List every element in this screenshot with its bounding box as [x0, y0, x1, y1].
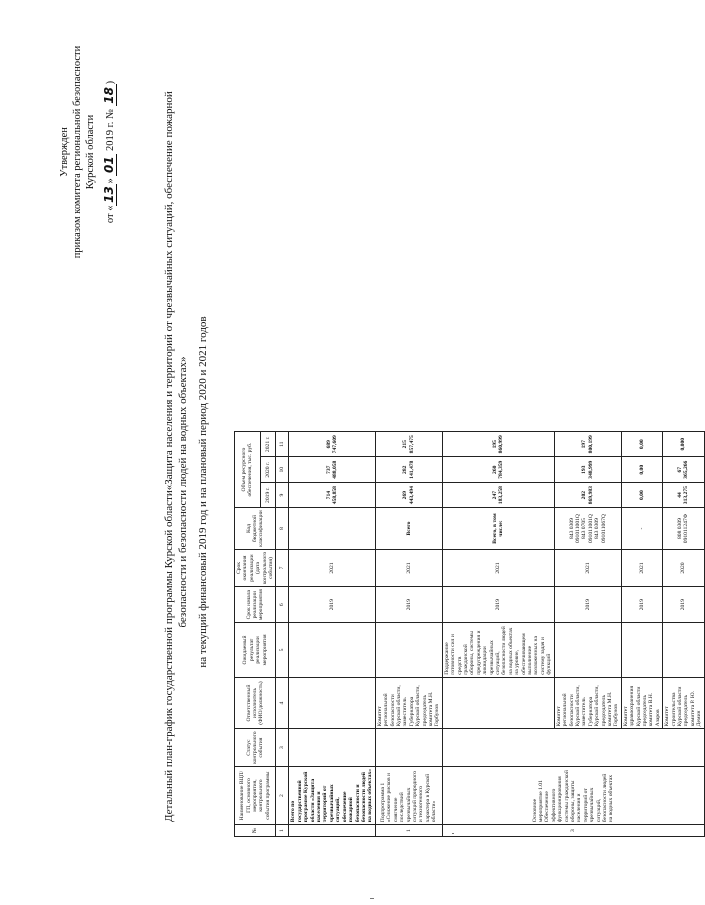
cell-result [663, 623, 704, 678]
cell-start: 2019 [442, 587, 554, 623]
date-quote: » [105, 178, 116, 184]
title-line-1: Детальный план-график государственной программы Курской области«Защита населения и территорий от чрезвычайных ситуаций, обеспечение пожарной [163, 91, 175, 822]
approval-line-2: приказом комитета региональной безопасности [72, 45, 83, 259]
cell-kbk: - [621, 508, 662, 550]
header-num: № [235, 825, 276, 837]
approval-date [103, 42, 117, 262]
cell-2019: 44 313,275 [663, 483, 704, 508]
cell-end: 2021 [289, 549, 375, 586]
cell-name: Подпрограмма 1 «Снижение рисков и смягчение последствий чрезвычайных ситуаций природного и техногенного характера в Курской области» [375, 766, 442, 824]
index-cell: 2 [276, 766, 289, 824]
cell-kbk: 808 0309 091011247Ф [663, 508, 704, 550]
table-row [375, 432, 442, 837]
header-kbk: Код бюджетной классификации [235, 508, 276, 550]
cell-start: 2019 [554, 587, 621, 623]
cell-executor: Комитет региональной безопасности Курской области, заместитель Губернатора Курской области, председатель комитета М.Н. Горбунов [554, 677, 621, 729]
cell-2019: 269 443,494 [375, 483, 442, 508]
scan-speck [452, 833, 454, 834]
cell-kbk [289, 508, 375, 550]
cell-end: 2021 [621, 549, 662, 586]
document-title [162, 91, 210, 822]
cell-result [554, 623, 621, 678]
plan-table [234, 431, 705, 837]
cell-num [289, 825, 375, 837]
index-cell: 8 [276, 508, 289, 550]
cell-end: 2021 [375, 549, 442, 586]
cell-result [289, 623, 375, 678]
cell-2021: 0,000 [663, 432, 704, 457]
cell-kbk: Всего [375, 508, 442, 550]
approval-day: 13 [103, 184, 117, 206]
cell-end: 2020 [663, 549, 704, 586]
index-cell: 1 [276, 825, 289, 837]
cell-start: 2019 [375, 587, 442, 623]
header-2019: 2019 г. [260, 483, 275, 508]
cell-2021: 689 747,609 [289, 432, 375, 457]
approval-year: 2019 г. № [105, 109, 116, 152]
cell-2019: 0,00 [621, 483, 662, 508]
table-row [442, 432, 554, 837]
cell-executor: Комитет строительства Курской области председатель комитета Р. Ю. Демин [663, 677, 704, 729]
cell-num [442, 825, 704, 837]
cell-status [375, 729, 442, 767]
header-2020: 2020 г. [260, 457, 275, 483]
cell-start: 2019 [663, 587, 704, 623]
approval-month: 01 [103, 154, 117, 176]
index-cell: 6 [276, 587, 289, 623]
date-prefix: от « [105, 205, 116, 224]
header-end: Срок окончания реализации (дата контрольного события) [235, 549, 276, 586]
title-line-2: безопасности и безопасности людей на водных объектах» [177, 356, 189, 628]
header-2021: 2021 г. [260, 432, 275, 457]
header-result: Ожидаемый результат реализации мероприятия [235, 623, 276, 678]
index-cell: 10 [276, 457, 289, 483]
cell-executor: Комитет здравоохранения Курской области председатель комитета В.Н. Азаров [621, 677, 662, 729]
cell-executor: Комитет региональной безопасности Курской области, заместитель Губернатора Курской области, председатель комитета М.Н. Горбунов [375, 677, 442, 729]
index-cell: 9 [276, 483, 289, 508]
cell-result [621, 623, 662, 678]
cell-2019: 714 458,858 [289, 483, 375, 508]
cell-2020: 282 141,478 [375, 457, 442, 483]
header-executor: Ответственный исполнитель (ФИО/должность) [235, 677, 276, 729]
cell-kbk: 843 0309 091011001Q 843 0705 091011001Q 843 0309 091011067Q [554, 508, 621, 550]
approval-line-1: Утвержден [59, 127, 70, 177]
cell-executor [289, 677, 375, 729]
approval-number: 18 [103, 84, 117, 106]
cell-2019: 247 183,258 [442, 483, 554, 508]
cell-num: 1 [375, 825, 442, 837]
cell-2020: 737 488,058 [289, 457, 375, 483]
cell-result [375, 623, 442, 678]
cell-start: 2019 [289, 587, 375, 623]
approval-line-3: Курской области [85, 114, 96, 190]
cell-name: Всего по государственной программе Курской области «Защита населения и территорий от чрезвычайных ситуаций, обеспечение пожарной безопасности и безопасности людей на водных объектах» [289, 766, 375, 824]
cell-2021: 195 860,999 [442, 432, 554, 457]
header-row [235, 432, 261, 837]
index-cell: 5 [276, 623, 289, 678]
cell-result: Поддержание готовности сил и средств гражданской обороны, системы предупреждения и ликвидации чрезвычайных ситуаций, безопасности людей на водных объектах на уровне, обеспечивающем выполнение возложенных на систему задач и функций [442, 623, 554, 678]
title-line-3: на текущий финансовый 2019 год и на плановый период 2020 и 2021 годов [197, 316, 209, 668]
cell-start: 2019 [621, 587, 662, 623]
table-row [289, 432, 375, 837]
approval-stamp [58, 42, 117, 262]
cell-2020: 193 348,999 [554, 457, 621, 483]
cell-2020: 67 365,266 [663, 457, 704, 483]
cell-executor [442, 677, 554, 729]
cell-2020: 260 784,359 [442, 457, 554, 483]
cell-kbk: Всего, в том числе: [442, 508, 554, 550]
index-cell: 7 [276, 549, 289, 586]
cell-2021: 215 857,475 [375, 432, 442, 457]
cell-2020: 0,00 [621, 457, 662, 483]
index-cell: 4 [276, 677, 289, 729]
header-status: Статус контрольного события [235, 729, 276, 767]
cell-2021: 0,00 [621, 432, 662, 457]
cell-end: 2021 [554, 549, 621, 586]
index-row [276, 432, 289, 837]
cell-status [289, 729, 375, 767]
date-end: ) [105, 80, 116, 85]
header-name: Наименование ВЦП/ГП, основного мероприятия, контрольного события программы [235, 766, 276, 824]
header-start: Срок начала реализации мероприятия [235, 587, 276, 623]
header-volume: Объем ресурсного обеспечения, тыс. руб. [235, 432, 261, 508]
scan-speck [370, 898, 374, 899]
cell-2019: 202 869,983 [554, 483, 621, 508]
cell-end: 2021 [442, 549, 554, 586]
cell-status [442, 729, 704, 767]
cell-2021: 197 800,199 [554, 432, 621, 457]
index-cell: 11 [276, 432, 289, 457]
index-cell: 3 [276, 729, 289, 767]
cell-name: Основное мероприятие 1.01 Обеспечение эффективного функционирования системы гражданской обороны, защиты населения и территорий от чрезвычайных ситуаций, безопасности людей на водных объектах [442, 766, 704, 824]
cell-num-text: 3 [570, 829, 576, 833]
